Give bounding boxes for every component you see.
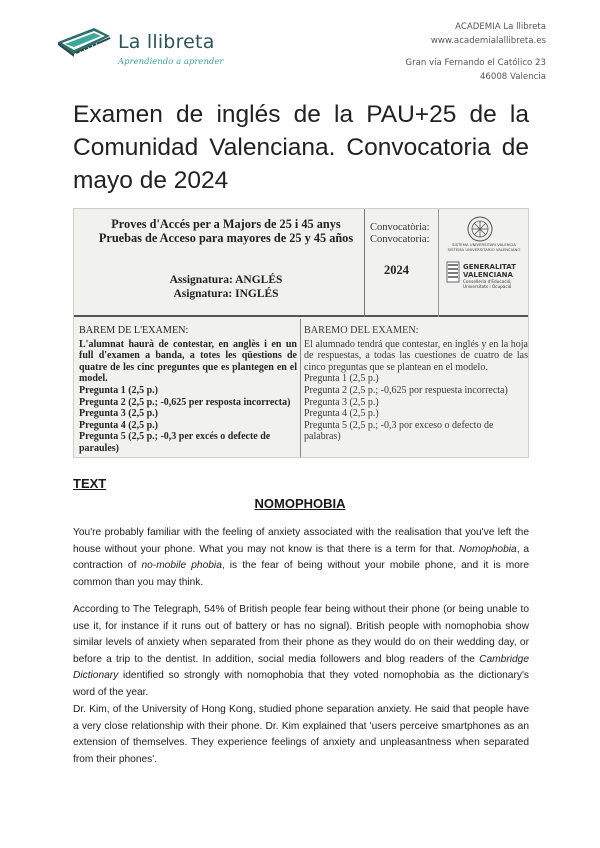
exam-title-block <box>88 217 364 301</box>
term-no-mobile-phobia: no-mobile phobia <box>141 560 222 572</box>
exam-header-top <box>74 209 528 317</box>
gva-line-1: GENERALITAT <box>463 263 516 271</box>
university-seal-icon <box>466 215 494 243</box>
paragraph-3: Dr. Kim, of the University of Hong Kong, studied phone separation anxiety. He said that people have a very close relationship with their phone. Dr. Kim explained that 'users perceive smartphones as an extension of themselves. They experience feelings of anxiety and unpleasantness when separated from their phones'. <box>73 704 529 765</box>
convocatoria-va: Convocatòria: <box>370 222 430 233</box>
gva-line-2: VALENCIANA <box>463 271 513 279</box>
section-label: TEXT <box>73 476 107 491</box>
academy-name: ACADEMIA La llibreta <box>455 22 546 32</box>
paragraph-2-text-c: identified so strongly with nomophobia that they voted nomophobia as the dictionary's word of the year. <box>73 670 529 698</box>
academy-contact <box>405 20 546 84</box>
paragraph-1 <box>73 525 529 591</box>
academy-website[interactable]: www.academialallibreta.es <box>430 36 546 46</box>
scoring-spanish <box>304 325 528 443</box>
paragraph-2 <box>73 602 529 702</box>
exam-header-scan <box>73 208 529 458</box>
question-5-va: Pregunta 5 (2,5 p.; -0,3 per excés o defecte de paraules) <box>79 431 271 454</box>
exam-title-va: Proves d'Accés per a Majors de 25 i 45 anys <box>111 217 341 231</box>
divider <box>438 209 439 317</box>
paragraph-1-text-c: , a contraction of <box>73 543 530 572</box>
exam-title-es: Pruebas de Acceso para mayores de 25 y 45 años <box>98 231 354 245</box>
notebook-logo-icon <box>54 26 114 60</box>
question-3-va: Pregunta 3 (2,5 p.) <box>79 408 158 420</box>
scoring-heading-va: BAREM DE L'EXAMEN: <box>79 325 189 336</box>
paragraph-1-text-e: , is the fear of being without your mobile phone, and it is more common than you may think. <box>73 560 529 588</box>
divider <box>300 319 301 458</box>
seal-caption: SISTEMA UNIVERSITARI VALENCIÀ SISTEMA UNIVERSITARIO VALENCIANO <box>447 242 521 252</box>
scoring-heading-es: BAREMO DEL EXAMEN: <box>304 325 419 336</box>
question-5-es: Pregunta 5 (2,5 p.; -0,3 por exceso o defecto de palabras) <box>304 419 494 443</box>
brand-logo <box>54 26 294 76</box>
question-2-es: Pregunta 2 (2,5 p.; -0,625 por respuesta incorrecta) <box>304 384 508 396</box>
question-2-va: Pregunta 2 (2,5 p.; -0,625 per resposta incorrecta) <box>79 396 291 408</box>
address-line-1: Gran vía Fernando el Católico 23 <box>405 58 546 68</box>
logo-title: La llibreta <box>118 31 215 53</box>
document-title: Examen de inglés de la PAU+25 de la Comunidad Valenciana. Convocatoria de mayo de 2024 <box>73 101 529 194</box>
article-title: NOMOPHOBIA <box>254 496 346 511</box>
question-4-es: Pregunta 4 (2,5 p.) <box>304 408 379 420</box>
scoring-intro-es: El alumnado tendrá que contestar, en inglés y en la hoja de respuestas, a todas las cuestiones de cuatro de las cinco preguntas que se plantean en el modelo. <box>304 338 528 373</box>
gva-line-3: Conselleria d'Educació, Universitats i Ocupació <box>463 279 512 289</box>
generalitat-logo-icon <box>446 261 460 283</box>
generalitat-name <box>463 263 523 289</box>
exam-year: 2024 <box>384 263 409 277</box>
question-1-es: Pregunta 1 (2,5 p.) <box>304 373 379 385</box>
scoring-intro-va: L'alumnat haurà de contestar, en anglès i en un full d'examen a banda, a totes les qüestions de quatre de les cinc preguntes que es plantegen en el model. <box>79 338 297 385</box>
paragraph-2-text-a: According to The Telegraph, 54% of British people fear being without their phone (or being unable to use it, for instance if it runs out of battery or has no signal). British people with nomophobia show similar levels of anxiety when separated from their phone as they would do on their wedding day, or before a trip to the dentist. In addition, social media followers and blog readers of the <box>73 604 529 665</box>
exam-scoring <box>74 319 528 458</box>
divider <box>364 209 365 317</box>
scoring-valencian <box>79 325 297 455</box>
convocatoria-es: Convocatoria: <box>370 234 430 245</box>
convocatoria-labels <box>370 222 429 246</box>
term-nomophobia: Nomophobia <box>458 543 517 555</box>
cambridge-dictionary: Cambridge Dictionary <box>73 653 529 682</box>
subject-es: Asignatura: INGLÉS <box>173 288 279 300</box>
question-1-va: Pregunta 1 (2,5 p.) <box>79 384 158 396</box>
question-3-es: Pregunta 3 (2,5 p.) <box>304 396 379 408</box>
paragraph-1-text-a: You're probably familiar with the feeling of anxiety associated with the realisation that you've left the house without your phone. What you may not know is that there is a term for that. <box>73 527 529 555</box>
subject-va: Assignatura: ANGLÉS <box>169 274 283 286</box>
address-line-2: 46008 Valencia <box>479 72 546 82</box>
logo-tagline: Aprendiendo a aprender <box>118 57 224 67</box>
question-4-va: Pregunta 4 (2,5 p.) <box>79 419 158 431</box>
